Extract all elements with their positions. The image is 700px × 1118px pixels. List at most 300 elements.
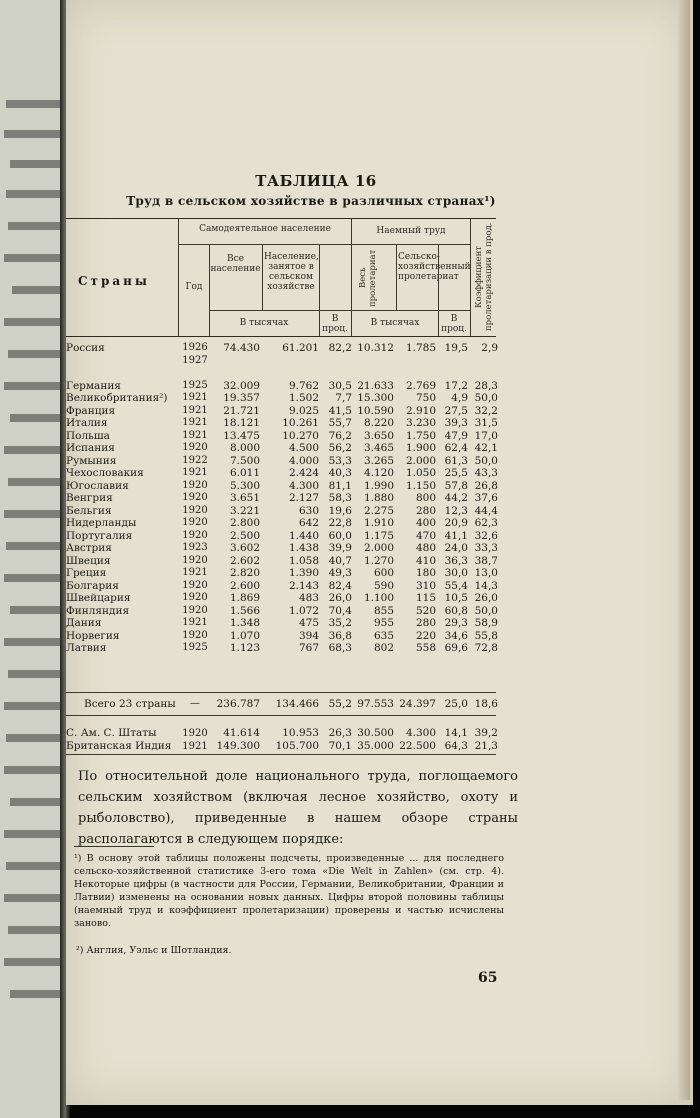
left-page-text-line [4, 574, 62, 582]
cell-all-proletarians: 1.990 [363, 479, 394, 492]
table-row [66, 580, 536, 593]
cell-coefficient: 62,3 [474, 517, 498, 529]
cell-proletariat-percent: 20,9 [444, 517, 468, 529]
left-page-text-line [8, 478, 62, 486]
cell-agri-proletariat: 2.000 [405, 454, 436, 467]
cell-agri-percent: 49,3 [328, 567, 352, 579]
cell-coefficient: 31,5 [474, 417, 498, 429]
cell-agri-percent: 7,7 [335, 392, 352, 404]
left-page-text-line [10, 990, 62, 998]
cell-all-proletarians: 1.100 [363, 592, 394, 604]
cell-all-population: 32.009 [223, 379, 260, 392]
cell-all-proletarians: 600 [373, 567, 394, 579]
left-page-text-line [4, 318, 62, 326]
header-divider [470, 218, 471, 336]
left-page-text-line [10, 160, 62, 168]
cell-year: 1921 [182, 392, 208, 403]
header-divider [178, 244, 470, 245]
cell-all-population: 3.221 [229, 504, 260, 517]
cell-all-proletarians: 1.175 [363, 529, 394, 542]
total-agri-proletariat: 24.397 [399, 698, 436, 710]
cell-country: Португалия [66, 529, 133, 542]
cell-agri-proletariat: 400 [415, 517, 436, 529]
cell-all-proletarians: 30.500 [357, 727, 394, 739]
cell-agri-proletariat: 3.230 [405, 417, 436, 429]
cell-proletariat-percent: 69,6 [444, 642, 468, 654]
cell-all-population: 8.000 [229, 442, 260, 454]
table-row [66, 530, 536, 543]
cell-agri-population: 4.000 [288, 454, 319, 467]
cell-country: Швеция [66, 554, 111, 567]
cell-coefficient: 13,0 [474, 567, 498, 579]
cell-proletariat-percent: 61,3 [444, 454, 468, 467]
header-divider [178, 218, 179, 336]
left-page-text-line [4, 130, 62, 138]
cell-agri-percent: 76,2 [328, 429, 352, 442]
cell-proletariat-percent: 34,6 [444, 629, 468, 642]
body-paragraph-text: По относительной доле национального труда, поглощаемого сельским хозяйством (включая лесное хозяйство, охоту и рыболовство), приведенные в нашем обзоре страны располагаются в следующем порядке: [78, 769, 518, 847]
cell-coefficient: 39,2 [474, 727, 498, 739]
cell-agri-proletariat: 558 [415, 642, 436, 654]
cell-year: 1921 [182, 467, 208, 478]
cell-coefficient: 42,1 [474, 442, 498, 454]
cell-agri-population: 9.762 [288, 379, 319, 392]
total-row [66, 697, 536, 711]
cell-agri-percent: 41,5 [328, 404, 352, 417]
table-row [66, 455, 536, 468]
cell-agri-proletariat: 4.300 [405, 727, 436, 739]
cell-year: 1920 [182, 529, 208, 541]
cell-all-proletarians: 8.220 [363, 417, 394, 429]
cell-year: 1921 [182, 417, 208, 428]
cell-agri-proletariat: 1.900 [405, 442, 436, 454]
cell-country: Латвия [66, 642, 107, 654]
table-row [66, 417, 536, 430]
body-paragraph [78, 766, 518, 850]
left-page-text-line [4, 510, 62, 518]
left-page-text-line [8, 670, 62, 678]
left-page-text-line [8, 350, 62, 358]
cell-all-population: 1.348 [229, 617, 260, 629]
cell-proletariat-percent: 36,3 [444, 554, 468, 567]
cell-country: Швейцария [66, 592, 131, 604]
cell-country: Югославия [66, 479, 129, 492]
cell-agri-proletariat: 280 [415, 504, 436, 517]
table-row [66, 517, 536, 530]
header-divider [209, 310, 470, 311]
cell-year: 1920 [182, 592, 208, 603]
cell-coefficient: 58,9 [474, 617, 498, 629]
cell-agri-percent: 81,1 [328, 479, 352, 492]
cell-agri-percent: 39,9 [328, 542, 352, 554]
table-row [66, 592, 536, 605]
cell-proletariat-percent: 14,1 [444, 727, 468, 739]
cell-agri-proletariat: 180 [415, 567, 436, 579]
cell-country: Болгария [66, 579, 119, 592]
cell-country: Германия [66, 379, 121, 392]
table-row [66, 442, 536, 455]
cell-all-population: 2.602 [229, 554, 260, 567]
cell-agri-proletariat: 480 [415, 542, 436, 554]
cell-agri-population: 105.700 [275, 740, 319, 752]
cell-coefficient: 44,4 [474, 504, 498, 517]
cell-all-proletarians: 802 [373, 642, 394, 654]
cell-agri-population: 4.300 [288, 479, 319, 492]
header-divider [351, 218, 352, 336]
cell-country: Норвегия [66, 629, 120, 642]
left-page-text-line [10, 414, 62, 422]
cell-agri-percent: 68,3 [328, 642, 352, 654]
table-row [66, 727, 536, 740]
left-page-text-line [8, 926, 62, 934]
cell-agri-population: 2.127 [288, 492, 319, 504]
cell-year: 1920 [182, 604, 208, 616]
cell-agri-proletariat: 410 [415, 554, 436, 567]
cell-agri-percent: 30,5 [328, 379, 352, 392]
cell-country: Финляндия [66, 604, 130, 617]
table-row [66, 367, 536, 380]
cell-coefficient: 33,3 [474, 542, 498, 554]
cell-agri-percent: 36,8 [328, 629, 352, 642]
cell-agri-population: 1.390 [288, 567, 319, 579]
cell-proletariat-percent: 24,0 [444, 542, 468, 554]
cell-all-proletarians: 1.270 [363, 554, 394, 567]
cell-coefficient: 72,8 [474, 642, 498, 654]
cell-agri-population: 1.440 [288, 529, 319, 542]
cell-all-proletarians: 3.265 [363, 454, 394, 467]
header-divider [262, 244, 263, 310]
cell-agri-percent: 40,7 [328, 554, 352, 567]
cell-all-population: 74.430 [223, 342, 260, 354]
total-label: Всего 23 страны [84, 698, 176, 710]
header-self-employed: Самодеятельное население [199, 224, 331, 234]
cell-proletariat-percent: 57,8 [444, 479, 468, 492]
cell-year: 1920 [182, 629, 208, 641]
left-page-text-line [6, 734, 62, 742]
cell-all-proletarians: 3.650 [363, 429, 394, 442]
cell-coefficient: 38,7 [474, 554, 498, 567]
header-year: Год [185, 282, 203, 292]
cell-all-proletarians: 635 [373, 629, 394, 642]
cell-all-population: 41.614 [223, 727, 260, 739]
cell-year: 1920 [182, 517, 208, 528]
cell-proletariat-percent: 60,8 [444, 604, 468, 617]
cell-agri-proletariat: 1.050 [405, 467, 436, 479]
header-in-percent: В проц. [322, 314, 348, 334]
cell-all-population: 7.500 [229, 454, 260, 467]
cell-coefficient: 21,3 [474, 740, 498, 752]
cell-agri-proletariat: 220 [415, 629, 436, 642]
cell-all-proletarians: 2.275 [363, 504, 394, 517]
total-year: — [190, 698, 200, 709]
cell-year: 1920 [182, 554, 208, 566]
cell-year: 1926 [182, 342, 208, 353]
cell-all-population: 3.602 [229, 542, 260, 554]
cell-year: 1920 [182, 492, 208, 503]
cell-all-proletarians: 35.000 [357, 740, 394, 752]
cell-country: С. Ам. С. Штаты [66, 727, 157, 739]
cell-agri-percent: 58,3 [328, 492, 352, 504]
cell-all-population: 6.011 [229, 467, 260, 479]
cell-coefficient: 2,9 [481, 342, 498, 354]
table-row [66, 605, 536, 618]
cell-coefficient: 37,6 [474, 492, 498, 504]
cell-agri-proletariat: 1.785 [405, 342, 436, 354]
cell-year: 1925 [182, 642, 208, 653]
cell-country: Британская Индия [66, 740, 172, 752]
cell-agri-population: 1.072 [288, 604, 319, 617]
left-page-text-line [4, 638, 62, 646]
cell-agri-proletariat: 280 [415, 617, 436, 629]
cell-agri-percent: 70,1 [328, 740, 352, 752]
table-row [66, 405, 536, 418]
cell-agri-proletariat: 1.150 [405, 479, 436, 492]
cell-year: 1921 [182, 404, 208, 416]
cell-country: Греция [66, 567, 107, 579]
cell-agri-proletariat: 800 [415, 492, 436, 504]
cell-all-proletarians: 21.633 [357, 379, 394, 392]
cell-year: 1920 [182, 442, 208, 453]
cell-country: Россия [66, 342, 105, 354]
cell-all-population: 2.820 [229, 567, 260, 579]
cell-all-population: 1.070 [229, 629, 260, 642]
cell-agri-percent: 55,7 [328, 417, 352, 429]
table-caption: Труд в сельском хозяйстве в различных странах¹) [126, 194, 496, 208]
cell-agri-population: 483 [298, 592, 319, 604]
cell-all-proletarians: 1.910 [363, 517, 394, 529]
left-page-text-line [4, 446, 62, 454]
left-page-text-line [4, 958, 62, 966]
cell-coefficient: 32,6 [474, 529, 498, 542]
cell-year: 1927 [182, 354, 208, 366]
cell-all-population: 2.800 [229, 517, 260, 529]
table-bottom-rule [66, 754, 496, 755]
cell-year: 1921 [182, 429, 208, 441]
cell-proletariat-percent: 12,3 [444, 504, 468, 517]
page-number: 65 [478, 970, 498, 986]
cell-proletariat-percent: 4,9 [451, 392, 468, 404]
cell-agri-proletariat: 310 [415, 579, 436, 592]
cell-agri-proletariat: 22.500 [399, 740, 436, 752]
cell-proletariat-percent: 17,2 [444, 379, 468, 392]
left-page-text-line [4, 894, 62, 902]
cell-all-proletarians: 855 [373, 604, 394, 617]
cell-all-population: 1.123 [229, 642, 260, 654]
cell-agri-population: 10.270 [282, 429, 319, 442]
cell-agri-population: 2.143 [288, 579, 319, 592]
cell-proletariat-percent: 62,4 [444, 442, 468, 454]
cell-agri-population: 1.502 [288, 392, 319, 404]
cell-year: 1920 [182, 504, 208, 516]
header-all-population: Все население [210, 254, 261, 274]
cell-all-proletarians: 15.300 [357, 392, 394, 404]
cell-agri-proletariat: 470 [415, 529, 436, 542]
left-page-text-line [4, 766, 62, 774]
cell-agri-proletariat: 2.910 [405, 404, 436, 417]
left-page-text-line [8, 222, 62, 230]
cell-all-proletarians: 10.590 [357, 404, 394, 417]
left-page-text-line [4, 702, 62, 710]
cell-all-proletarians: 4.120 [363, 467, 394, 479]
cell-year: 1920 [182, 479, 208, 491]
cell-agri-population: 10.953 [282, 727, 319, 739]
cell-country: Италия [66, 417, 108, 429]
cell-all-population: 13.475 [223, 429, 260, 442]
table-row [66, 430, 536, 443]
cell-agri-percent: 82,4 [328, 579, 352, 592]
header-agri-proletariat: Сельско-хозяйственный пролетариат [398, 252, 471, 282]
header-all-proletarians: Весь пролетариат [358, 249, 378, 307]
cell-proletariat-percent: 30,0 [444, 567, 468, 579]
cell-coefficient: 50,0 [474, 392, 498, 404]
cell-all-proletarians: 590 [373, 579, 394, 592]
table-row [66, 617, 536, 630]
table-row [66, 392, 536, 405]
cell-proletariat-percent: 55,4 [444, 579, 468, 592]
cell-all-population: 2.500 [229, 529, 260, 542]
cell-agri-percent: 26,3 [328, 727, 352, 739]
cell-all-population: 149.300 [216, 740, 260, 752]
header-in-thousands: В тысячах [239, 318, 289, 328]
table-row [66, 355, 536, 368]
cell-coefficient: 50,0 [474, 604, 498, 617]
left-page-text-line [6, 862, 62, 870]
cell-coefficient: 55,8 [474, 629, 498, 642]
table-top-rule [66, 218, 496, 219]
cell-proletariat-percent: 29,3 [444, 617, 468, 629]
cell-agri-population: 9.025 [288, 404, 319, 417]
cell-agri-percent: 56,2 [328, 442, 352, 454]
cell-agri-percent: 60,0 [328, 529, 352, 542]
footnote-rule [74, 846, 154, 847]
cell-year: 1920 [182, 728, 208, 739]
table-row [66, 567, 536, 580]
cell-country: Венгрия [66, 492, 113, 504]
cell-agri-population: 4.500 [288, 442, 319, 454]
cell-agri-population: 61.201 [282, 342, 319, 354]
cell-agri-population: 1.058 [288, 554, 319, 567]
cell-coefficient: 17,0 [474, 429, 498, 442]
cell-proletariat-percent: 27,5 [444, 404, 468, 417]
cell-country: Польша [66, 429, 110, 442]
cell-coefficient: 32,2 [474, 404, 498, 417]
table-row [66, 542, 536, 555]
left-page-text-line [6, 100, 62, 108]
cell-year: 1921 [182, 617, 208, 628]
cell-proletariat-percent: 64,3 [444, 740, 468, 752]
cell-proletariat-percent: 10,5 [444, 592, 468, 604]
table-row [66, 342, 536, 355]
cell-all-population: 1.566 [229, 604, 260, 617]
total-rule [66, 692, 496, 693]
left-page-text-line [4, 830, 62, 838]
cell-agri-proletariat: 1.750 [405, 429, 436, 442]
total-all-population: 236.787 [216, 698, 260, 710]
cell-year: 1922 [182, 454, 208, 466]
cell-country: Чехословакия [66, 467, 144, 479]
cell-agri-population: 2.424 [288, 467, 319, 479]
left-page [0, 0, 64, 1118]
left-page-text-line [10, 798, 62, 806]
cell-agri-percent: 53,3 [328, 454, 352, 467]
cell-country: Дания [66, 617, 102, 629]
cell-proletariat-percent: 39,3 [444, 417, 468, 429]
cell-year: 1923 [182, 542, 208, 553]
header-in-thousands-2: В тысячах [370, 318, 420, 328]
table-row [66, 655, 536, 668]
cell-all-population: 1.869 [229, 592, 260, 604]
cell-all-population: 21.721 [223, 404, 260, 417]
total-agri-population: 134.466 [275, 698, 319, 710]
cell-country: Великобритания²) [66, 392, 168, 404]
cell-year: 1925 [182, 379, 208, 391]
cell-proletariat-percent: 41,1 [444, 529, 468, 542]
table-row [66, 630, 536, 643]
cell-country: Австрия [66, 542, 112, 554]
table-row [66, 492, 536, 505]
footnote-2: ²) Англия, Уэльс и Шотландия. [76, 945, 232, 956]
footnote-1: ¹) В основу этой таблицы положены подсчеты, произведенные ... для последнего сельско-хозяйственной статистике 3-его тома «Die Welt in Zahlen» (см. стр. 4). Некоторые цифры (в частности для России, Германии, Великобритании, Франции и Латвии) изменены на основании новых данных. Цифры второй половины таблицы (наемный труд и коэффициент пролетаризации) проверены и частью исчислены заново. [74, 853, 504, 929]
left-page-text-line [6, 542, 62, 550]
table-row [66, 467, 536, 480]
left-page-text-line [6, 190, 62, 198]
cell-coefficient: 43,3 [474, 467, 498, 479]
header-divider [396, 244, 397, 310]
cell-all-population: 5.300 [229, 479, 260, 492]
cell-proletariat-percent: 44,2 [444, 492, 468, 504]
cell-agri-percent: 40,3 [328, 467, 352, 479]
cell-agri-population: 630 [298, 504, 319, 517]
cell-agri-population: 767 [298, 642, 319, 654]
header-in-percent-2: В проц. [441, 314, 467, 334]
table-body [66, 342, 536, 667]
left-page-text-line [4, 382, 62, 390]
cell-proletariat-percent: 47,9 [444, 429, 468, 442]
book-page [66, 0, 693, 1105]
cell-country: Бельгия [66, 504, 112, 517]
cell-agri-population: 10.261 [282, 417, 319, 429]
cell-country: Румыния [66, 454, 117, 467]
table-row [66, 642, 536, 655]
total-rule-bottom [66, 715, 496, 716]
cell-country: Испания [66, 442, 115, 454]
cell-all-population: 19.357 [223, 392, 260, 404]
table-row [66, 740, 536, 753]
header-countries: Страны [78, 274, 150, 288]
cell-all-proletarians: 3.465 [363, 442, 394, 454]
table-row [66, 480, 536, 493]
cell-agri-percent: 35,2 [328, 617, 352, 629]
cell-country: Франция [66, 404, 116, 417]
cell-coefficient: 26,0 [474, 592, 498, 604]
page-edge [678, 0, 690, 1100]
total-proletariat-percent: 25,0 [444, 698, 468, 710]
cell-all-proletarians: 2.000 [363, 542, 394, 554]
cell-agri-proletariat: 115 [415, 592, 436, 604]
cell-coefficient: 50,0 [474, 454, 498, 467]
cell-all-population: 2.600 [229, 579, 260, 592]
cell-coefficient: 26,8 [474, 479, 498, 492]
cell-proletariat-percent: 19,5 [444, 342, 468, 354]
cell-agri-population: 1.438 [288, 542, 319, 554]
cell-agri-proletariat: 750 [415, 392, 436, 404]
cell-agri-percent: 22,8 [328, 517, 352, 529]
cell-agri-population: 475 [298, 617, 319, 629]
cell-agri-population: 642 [298, 517, 319, 529]
header-agri-population: Население, занятое в сельском хозяйстве [264, 252, 319, 292]
left-page-text-line [10, 606, 62, 614]
cell-year: 1920 [182, 579, 208, 591]
